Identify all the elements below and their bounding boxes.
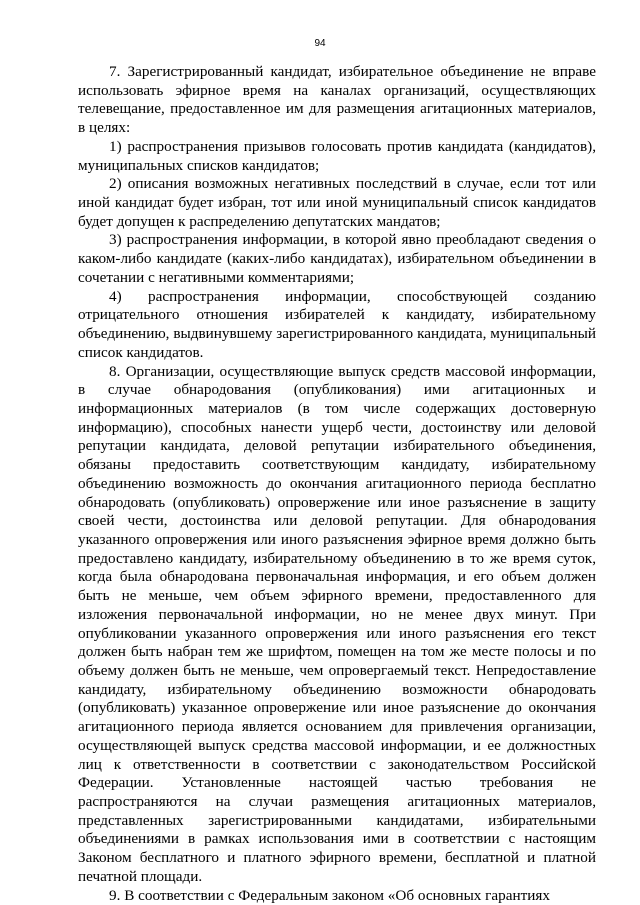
paragraph-item-1: 1) распространения призывов голосовать против кандидата (кандидатов), муниципальных списков кандидатов; — [78, 137, 596, 174]
page-number: 94 — [314, 38, 326, 49]
paragraph-clause-8: 8. Организации, осуществляющие выпуск средств массовой информации, в случае обнародования (опубликования) ими агитационных и информационных материалов (в том числе содержащих достоверную информацию), способных нанести ущерб чести, достоинству или деловой репутации кандидата, деловой репутации избирательного объединения, обязаны предоставить соответствующим кандидату, избирательному объединению возможность до окончания агитационного периода бесплатно обнародовать (опубликовать) опровержение или иное разъяснение в защиту своей чести, достоинства или деловой репутации. Для обнародования указанного опровержения или иного разъяснения эфирное время должно быть предоставлено кандидату, избирательному объединению в то же время суток, когда была обнародована первоначальная информация, и его объем должен быть не меньше, чем объем эфирного времени, предоставленного для изложения первоначальной информации, но не менее двух минут. При опубликовании указанного опровержения или иного разъяснения его текст должен быть набран тем же шрифтом, помещен на том же месте полосы и по объему должен быть не меньше, чем опровергаемый текст. Непредоставление кандидату, избирательному объединению возможности обнародовать (опубликовать) указанное опровержение или иное разъяснение до окончания агитационного периода является основанием для привлечения организации, осуществляющей выпуск средства массовой информации, и ее должностных лиц к ответственности в соответствии с законодательством Российской Федерации. Установленные настоящей частью требования не распространяются на случаи размещения агитационных материалов, представленных зарегистрированными кандидатами, избирательными объединениями в рамках использования ими в соответствии с настоящим Законом бесплатного и платного эфирного времени, бесплатной и платной печатной площади. — [78, 362, 596, 885]
paragraph-item-2: 2) описания возможных негативных последствий в случае, если тот или иной кандидат будет избран, тот или иной муниципальный список кандидатов будет допущен к распределению депутатских мандатов; — [78, 175, 596, 230]
paragraph-item-4: 4) распространения информации, способствующей созданию отрицательного отношения избирателей к кандидату, избирательному объединению, выдвинувшему зарегистрированного кандидата, муниципальный список кандидатов. — [78, 287, 596, 361]
paragraph-clause-7: 7. Зарегистрированный кандидат, избирательное объединение не вправе использовать эфирное время на каналах организаций, осуществляющих телевещание, предоставленное им для размещения агитационных материалов, в целях: — [78, 63, 596, 137]
page-body — [78, 63, 596, 905]
paragraph-clause-9: 9. В соответствии с Федеральным законом «Об основных гарантиях — [109, 886, 550, 904]
paragraph-item-3: 3) распространения информации, в которой явно преобладают сведения о каком-либо кандидате (каких-либо кандидатах), избирательном объединении в сочетании с негативными комментариями; — [78, 231, 596, 286]
